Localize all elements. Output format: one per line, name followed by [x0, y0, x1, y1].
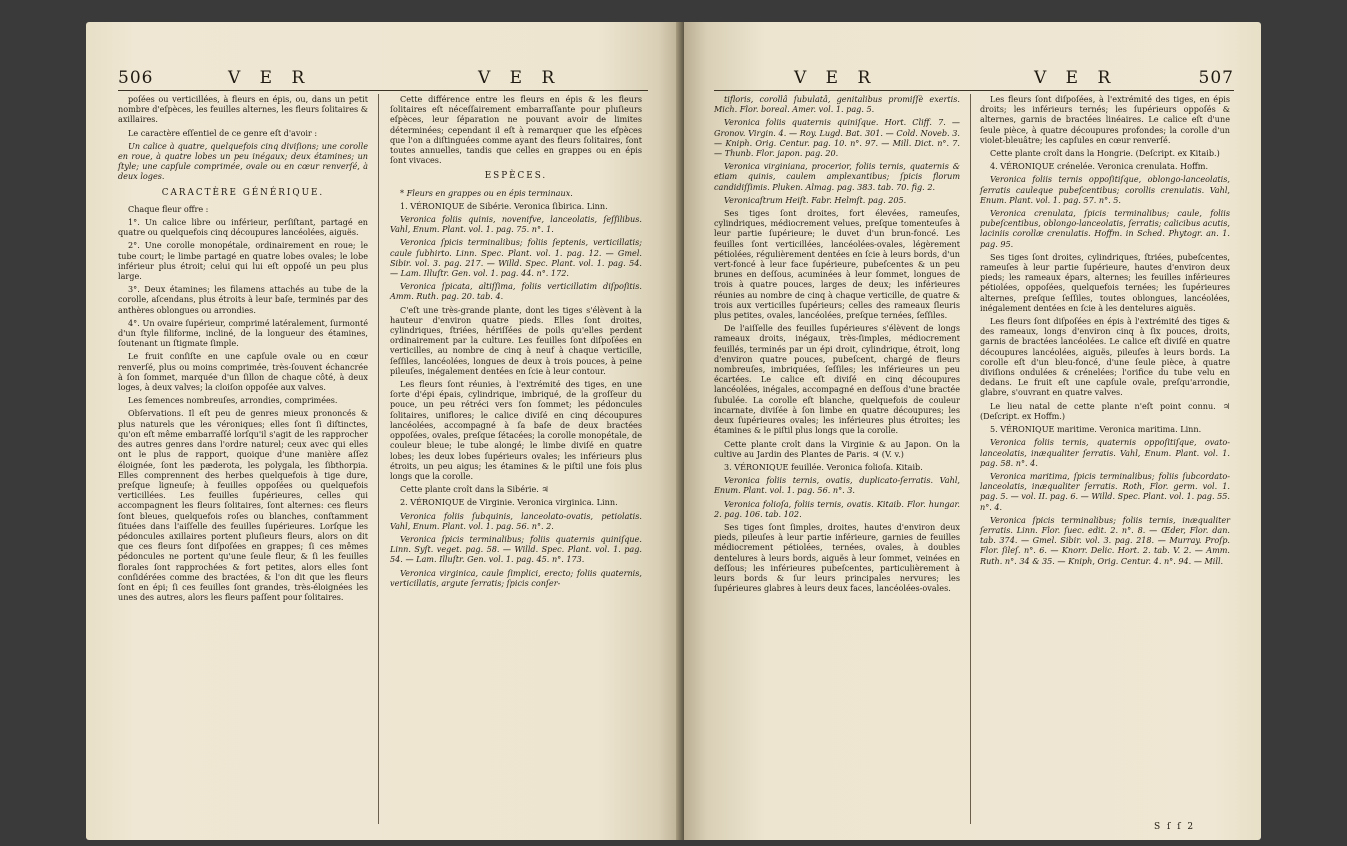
paragraph: Le fruit conſiſte en une capſule ovale ou en cœur renverſé, plus ou moins comprimée, très-ſouvent échancrée à ſon ſommet, marquée d'un ſillon de chaque côté, à deux loges, à deux valves; la cloiſon oppoſée aux valves.: [118, 351, 368, 393]
paragraph: Veronica ſpicis terminalibus; foliis ſeptenis, verticillatis; caule ſubhirto. Linn. Spec. Plant. vol. 1. pag. 12. — Gmel. Sibir. vol. 3. pag. 217. — Willd. Spec. Plant. vol. 1. pag. 54. — Lam. Illuſtr. Gen. vol. 1. pag. 44. n°. 172.: [390, 237, 642, 279]
paragraph: 5. VÉRONIQUE maritime. Veronica maritima. Linn.: [990, 424, 1202, 435]
paragraph: C'eſt une très-grande plante, dont les tiges s'élèvent à la hauteur d'environ quatre pieds. Elles ſont droites, cylindriques, ſtriées, hériſſées de poils qu'elles perdent ordinairement par la culture. Les feuilles ſont diſpoſées en verticilles, au nombre de cinq à neuf à chaque verticille, ſeſſiles, lancéolées, longues de deux à trois pouces, à peine pileuſes, inégalement dentées en ſcie à leur contour.: [390, 304, 642, 376]
paragraph: Veronicaſtrum Heiſt. Fabr. Helmſt. pag. 205.: [724, 194, 907, 205]
paragraph: Le caractère eſſentiel de ce genre eſt d'avoir :: [128, 127, 318, 138]
paragraph: 4°. Un ovaire ſupérieur, comprimé latéralement, ſurmonté d'un ſtyle filiforme, incliné, de la longueur des étamines, ſoutenant un ſtigmate ſimple.: [118, 317, 368, 349]
paragraph: Veronica virginica, caule ſimplici, erecto; foliis quaternis, verticillatis, argute ſerratis; ſpicis conſer-: [390, 567, 642, 588]
paragraph: 4. VÉRONIQUE crénelée. Veronica crenulata. Hoffm.: [990, 161, 1209, 172]
paragraph: Veronica foliis ternis, quaternis oppoſitiſque, ovato-lanceolatis, inæqualiter ſerratis. Vahl, Enum. Plant. vol. 1. pag. 58. n°. 4.: [980, 437, 1230, 468]
paragraph: Les ſemences nombreuſes, arrondies, comprimées.: [128, 395, 338, 406]
paragraph: Veronica folioſa, foliis ternis, ovatis. Kitaib. Flor. hungar. 2. pag. 106. tab. 102.: [714, 498, 960, 519]
left-running-head-1: V E R: [228, 68, 312, 88]
paragraph: tifloris, corollâ ſubulatâ, genitalibus promiſſè exertis. Mich. Flor. boreal. Amer. vol. 1. pag. 5.: [714, 94, 960, 115]
left-running-head-2: V E R: [478, 68, 562, 88]
right-running-head-1: V E R: [794, 68, 878, 88]
right-page-header: [714, 68, 1234, 90]
right-running-head-2: V E R: [1034, 68, 1118, 88]
signature-mark: S ſ ſ 2: [1154, 822, 1196, 832]
paragraph: Veronica ſpicis terminalibus; foliis quaternis quiniſque. Linn. Syſt. veget. pag. 58. — Willd. Spec. Plant. vol. 1. pag. 54. — Lam. Illuſtr. Gen. vol. 1. pag. 45. n°. 173.: [390, 533, 642, 565]
paragraph: Cette plante croît dans la Virginie & au Japon. On la cultive au Jardin des Plantes de Paris. ♃ (V. v.): [714, 438, 960, 459]
paragraph: Les fleurs ſont diſpoſées en épis à l'extrémité des tiges & des rameaux, longs d'environ cinq à ſix pouces, droits, garnis de bractées lancéolées. Le calice eſt diviſé en quatre découpures lancéolées, aiguës, pileuſes à leurs bords. La corolle eſt d'un bleu-foncé, d'une ſeule pièce, à quatre diviſions ondulées & crénelées; l'orifice du tube velu en dedans. Le fruit eſt une capſule ovale, preſqu'arrondie, glabre, s'ouvrant en quatre valves.: [980, 316, 1230, 398]
paragraph: Ses tiges ſont ſimples, droites, hautes d'environ deux pieds, pileuſes à leur partie inférieure, garnies de feuilles médiocrement pétiolées, ternées, ovales, à doubles dentelures à leurs bords, aiguës à leur ſommet, veinées en deſſous; les inférieures pubeſcentes, particulièrement à leurs bords & ſur leurs principales nervures; les ſupérieures glabres à leurs deux faces, lancéolées-ovales.: [714, 521, 960, 594]
paragraph: 3. VÉRONIQUE feuillée. Veronica folioſa. Kitaib.: [724, 461, 923, 472]
paragraph: Veronica crenulata, ſpicis terminalibus; caule, foliis pubeſcentibus, oblongo-lanceolatis, ſerratis; calicibus acutis, laciniis corollæ crenulatis. Hoffm. in Sched. Phytogr. an. 1. pag. 95.: [980, 208, 1230, 249]
paragraph: Cette différence entre les fleurs en épis & les fleurs ſolitaires eſt néceſſairement embarraſſante pour pluſieurs eſpèces, leur ſéparation ne pouvant avoir de limites déterminées; cependant il eſt à remarquer que les eſpèces que l'on a diſtinguées comme ayant des fleurs ſolitaires, ſont toutes annuelles, tandis que celles en grappes ou en épis ſont vivaces.: [390, 94, 642, 166]
left-page-number: 506: [118, 68, 154, 88]
paragraph: 2°. Une corolle monopétale, ordinairement en roue; le tube court; le limbe partagé en quatre lobes ovales; le lobe inférieur plus étroit; celui qui lui eſt oppoſé un peu plus large.: [118, 240, 368, 282]
paragraph: 3°. Deux étamines; les filamens attachés au tube de la corolle, aſcendans, plus étroits à leur baſe, terminés par des anthères oblongues ou arrondies.: [118, 284, 368, 315]
left-column-divider: [378, 94, 379, 824]
paragraph: Veronica ſpicata, altiſſima, foliis verticillatim diſpoſitis. Amm. Ruth. pag. 20. tab. 4.: [390, 281, 642, 302]
paragraph: Les fleurs ſont réunies, à l'extrémité des tiges, en une ſorte d'épi épais, cylindrique, imbriqué, de la groſſeur du pouce, un peu rétréci vers ſon ſommet; les pédoncules ſolitaires, uniflores; le calice diviſé en cinq découpures lancéolées, accompagné à ſa baſe de deux bractées oppoſées, ovales, preſque ſétacées; la corolle monopétale, de couleur bleue; le tube alongé; le limbe diviſé en quatre lobes; les deux lobes ſupérieurs ovales; les inférieurs plus étroits, un peu aigus; les étamines & le piſtil une fois plus longs que la corolle.: [390, 379, 642, 481]
left-column-2: [390, 94, 642, 591]
left-page: [86, 22, 682, 840]
paragraph: Cette plante croît dans la Hongrie. (Deſcript. ex Kitaib.): [990, 148, 1220, 159]
open-book: [86, 22, 1261, 842]
paragraph: Veronica ſpicis terminalibus; foliis ternis, inæqualiter ſerratis. Linn. Flor. ſuec. edit. 2. n°. 8. — Œder, Flor. dan. tab. 374. — Gmel. Sibir. vol. 3. pag. 218. — Murray. Proſp. Flor. ſileſ. n°. 6. — Knorr. Delic. Hort. 2. tab. V. 2. — Amm. Ruth. n°. 34 & 35. — Kniph, Orig. Centur. 4. n°. 94. — Mill.: [980, 514, 1230, 566]
paragraph: Chaque fleur offre :: [128, 203, 209, 214]
right-column-divider: [970, 94, 971, 824]
paragraph: Veronica foliis quinis, novenifve, lanceolatis, ſeſſilibus. Vahl, Enum. Plant. vol. 1. pag. 75. n°. 1.: [390, 214, 642, 235]
left-column-1: [118, 94, 368, 605]
paragraph: Un calice à quatre, quelquefois cinq diviſions; une corolle en roue, à quatre lobes un peu inégaux; deux étamines; un ſtyle; une capſule comprimée, ovale ou en cœur renverſé, à deux loges.: [118, 140, 368, 182]
paragraph: CARACTÈRE GÉNÉRIQUE.: [161, 187, 325, 198]
paragraph: Le lieu natal de cette plante n'eſt point connu. ♃ (Deſcript. ex Hoffm.): [980, 400, 1230, 421]
paragraph: Veronica foliis ternis oppoſitiſque, oblongo-lanceolatis, ſerratis cauleque pubeſcentibus; corollis crenulatis. Vahl, Enum. Plant. vol. 1. pag. 57. n°. 5.: [980, 174, 1230, 205]
paragraph: Veronica foliis ternis, ovatis, duplicato-ſerratis. Vahl, Enum. Plant. vol. 1. pag. 56. n°. 3.: [714, 475, 960, 496]
paragraph: Ses tiges ſont droites, fort élevées, rameuſes, cylindriques, médiocrement velues, preſque tomenteuſes à leur partie ſupérieure; le duvet d'un brun-foncé. Les feuilles ſont verticillées, lancéolées-ovales, légèrement pétiolées, régulièrement dentées en ſcie à leurs bords, d'un vert-foncé à leur face ſupérieure, pubeſcentes & un peu brunes en deſſous, acuminées à leur ſommet, longues de trois à quatre pouces, larges de deux; les inférieures réunies au nombre de cinq à chaque verticille, de quatre & trois aux verticilles ſupérieurs; celles des rameaux ſleuris plus petites, ovales, lancéolées, preſque ternées, ſeſſiles.: [714, 208, 960, 321]
left-header-rule: [118, 90, 648, 91]
paragraph: De l'aiſſelle des feuilles ſupérieures s'élèvent de longs rameaux droits, inégaux, très-ſimples, médiocrement feuillés, terminés par un épi droit, cylindrique, étroit, long d'environ quatre pouces, pubeſcent, chargé de fleurs nombreuſes, imbriquées, ſeſſiles; les inférieures un peu écartées. Le calice eſt diviſé en cinq découpures lancéolées, inégales, accompagné en deſſous d'une bractée ſubulée. La corolle eſt blanche, quelquefois de couleur incarnate, diviſée à ſon limbe en quatre découpures; les deux ſupérieures ovales; les inférieures plus étroites; les étamines & le piſtil plus longs que la corolle.: [714, 323, 960, 436]
left-page-header: [118, 68, 648, 90]
right-page-number: 507: [1198, 68, 1234, 88]
right-page: [684, 22, 1261, 840]
right-column-2: [980, 94, 1230, 569]
paragraph: * Fleurs en grappes ou en épis terminaux.: [400, 187, 573, 198]
paragraph: Veronica foliis quaternis quiniſque. Hort. Cliff. 7. — Gronov. Virgin. 4. — Roy. Lugd. Bat. 301. — Cold. Noveb. 3. — Kniph. Orig. Centur. pag. 10. n°. 97. — Mill. Dict. n°. 7. — Thunb. Flor. japon. pag. 20.: [714, 117, 960, 159]
paragraph: Obſervations. Il eſt peu de genres mieux prononcés & plus naturels que les véroniques; elles ſont ſi diſtinctes, qu'on eſt même embarraſſé lorſqu'il s'agit de les rapprocher des autres genres dans l'ordre naturel; ceux avec qui elles ont le plus de rapport, quoique d'une manière aſſez éloignée, ſont les pæderota, les polygala, les ſibthorpia. Elles comprennent des herbes quelquefois à tige dure, preſque ligneuſe; à feuilles oppoſées ou quelquefois verticillées. Les feuilles ſupérieures, celles qui accompagnent les fleurs ſolitaires, ſont alternes: ces fleurs ſont bleues, quelquefois roſes ou blanches, conſtamment ſituées dans l'aiſſelle des feuilles ſupérieures. Lorſque les pédoncules axillaires portent pluſieurs fleurs, alors on dit que ces fleurs ſont diſpoſées en grappes; ſi ces mêmes pédoncules ne portent qu'une ſeule fleur, & ſi les feuilles florales ſont rapprochées & fort petites, alors elles ſont conſidérées comme des bractées, & l'on dit que les fleurs ſont en épi; ſi ces feuilles ſont grandes, très-éloignées les unes des autres, alors les fleurs paſſent pour ſolitaires.: [118, 408, 368, 603]
paragraph: Veronica maritima, ſpicis terminalibus; foliis ſubcordato-lanceolatis, inæqualiter ſerratis. Roth, Flor. germ. vol. 1. pag. 5. — vol. II. pag. 6. — Willd. Spec. Plant. vol. 1. pag. 55. n°. 4.: [980, 470, 1230, 512]
paragraph: 1°. Un calice libre ou inférieur, perſiſtant, partagé en quatre ou quelquefois cinq découpures lancéolées, aiguës.: [118, 217, 368, 238]
paragraph: 2. VÉRONIQUE de Virginie. Veronica virginica. Linn.: [400, 497, 618, 508]
right-column-1: [714, 94, 960, 596]
paragraph: Cette plante croît dans la Sibérie. ♃: [400, 484, 549, 495]
paragraph: Les fleurs ſont diſpoſées, à l'extrémité des tiges, en épis droits; les inférieurs ternés; les ſupérieurs oppoſés & alternes, garnis de bractées linéaires. Le calice eſt d'une ſeule pièce, à quatre découpures profondes; la corolle d'un violet-bleuâtre; les capſules en cœur renverſé.: [980, 94, 1230, 145]
paragraph: Veronica foliis ſubquinis, lanceolato-ovatis, petiolatis. Vahl, Enum. Plant. vol. 1. pag. 56. n°. 2.: [390, 510, 642, 531]
paragraph: Veronica virginiana, procerior, foliis ternis, quaternis & etiam quinis, caulem amplexantibus; ſpicis florum candidiſſimis. Pluken. Almag. pag. 383. tab. 70. fig. 2.: [714, 161, 960, 192]
right-header-rule: [714, 90, 1234, 91]
paragraph: poſées ou verticillées, à fleurs en épis, ou, dans un petit nombre d'eſpèces, les feuilles alternes, les fleurs ſolitaires & axillaires.: [118, 94, 368, 125]
paragraph: Ses tiges ſont droites, cylindriques, ſtriées, pubeſcentes, rameuſes à leur partie ſupérieure, hautes d'environ deux pieds; les rameaux épars, alternes; les feuilles inférieures pétiolées, oppoſées, quelquefois ternées; les ſupérieures alternes, preſque ſeſſiles, toutes oblongues, lancéolées, inégalement dentées en ſcie à les dentelures aiguës.: [980, 251, 1230, 313]
paragraph: ESPÈCES.: [484, 171, 548, 182]
paragraph: 1. VÉRONIQUE de Sibérie. Veronica ſibirica. Linn.: [400, 200, 608, 211]
